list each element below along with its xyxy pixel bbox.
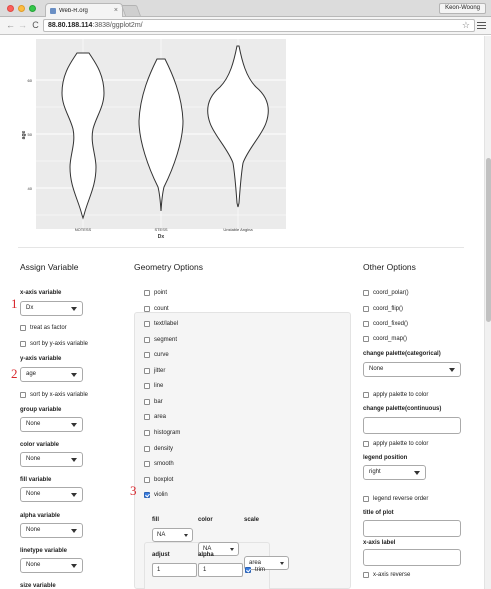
checkbox-label: legend reverse order (373, 496, 429, 502)
checkbox-label: point (154, 290, 168, 296)
x-axis-label-label: x-axis label (363, 540, 396, 546)
group-variable-label: group variable (20, 407, 62, 413)
bookmark-star-icon[interactable]: ☆ (461, 20, 470, 30)
checkbox-icon[interactable] (144, 399, 150, 405)
palette-categorical-label: change palette(categorical) (363, 351, 441, 357)
x-tick-label: STESS (154, 227, 168, 232)
checkbox-icon[interactable] (144, 321, 150, 327)
close-window-button[interactable] (7, 5, 14, 12)
linetype-variable-label: linetype variable (20, 548, 68, 554)
checkbox-label: trim (255, 567, 265, 573)
checkbox-icon[interactable] (144, 446, 150, 452)
color-variable-label: color variable (20, 442, 60, 448)
violin-color-select[interactable]: NA (198, 542, 239, 556)
checkbox-icon[interactable] (144, 492, 150, 498)
address-toolbar (0, 17, 491, 35)
geometry-option-line[interactable] (144, 381, 163, 391)
y-tick-label: 50 (27, 132, 32, 137)
geometry-option-area[interactable] (144, 412, 166, 422)
checkbox-label: smooth (154, 461, 174, 468)
geometry-option-bar[interactable] (144, 397, 163, 407)
palette-categorical-select[interactable]: None (363, 362, 461, 377)
violin-adjust-label: adjust (152, 552, 170, 558)
violin-color-label: color (198, 517, 213, 523)
browser-tab[interactable] (45, 3, 123, 17)
geometry-option-segment[interactable] (144, 335, 177, 345)
plot-title-label: title of plot (363, 510, 394, 516)
violin-alpha-input[interactable]: 1 (198, 563, 243, 577)
checkbox-label: coord_map() (373, 336, 408, 342)
coord-flip-checkbox[interactable] (363, 304, 403, 314)
geometry-option-boxplot[interactable] (144, 475, 173, 485)
checkbox-icon[interactable] (144, 430, 150, 436)
geometry-option-text-label[interactable] (144, 319, 178, 329)
violin-scale-label: scale (244, 517, 260, 523)
scrollbar-thumb[interactable] (486, 158, 491, 322)
violin-fill-label: fill (152, 517, 159, 523)
checkbox-icon[interactable] (144, 477, 150, 483)
geometry-option-curve[interactable] (144, 350, 169, 360)
reload-icon[interactable]: C (32, 20, 39, 30)
geometry-option-violin[interactable] (144, 490, 168, 500)
checkbox-label: count (154, 305, 169, 312)
zoom-window-button[interactable] (29, 5, 36, 12)
violin-fill-select[interactable]: NA (152, 528, 193, 542)
checkbox-icon[interactable] (363, 321, 369, 327)
geometry-option-point[interactable] (144, 288, 167, 298)
checkbox-label: coord_fixed() (373, 321, 409, 327)
alpha-variable-select[interactable]: None (20, 523, 83, 538)
checkbox-label: coord_polar() (373, 290, 409, 296)
plot-axes (18, 39, 318, 241)
fill-variable-select[interactable]: None (20, 487, 83, 502)
checkbox-icon[interactable] (20, 325, 26, 331)
checkbox-label: density (154, 445, 174, 452)
checkbox-label: violin (154, 492, 168, 499)
geometry-option-density[interactable] (144, 444, 173, 454)
profile-button[interactable]: Keon-Woong (439, 3, 486, 14)
checkbox-icon[interactable] (144, 383, 150, 389)
size-variable-label: size variable (20, 583, 56, 589)
violin-adjust-input[interactable]: 1 (152, 563, 197, 577)
checkbox-label: jitter (154, 367, 166, 374)
annotation-marker-1: 1 (11, 296, 18, 311)
x-axis-reverse-checkbox[interactable] (363, 570, 410, 580)
palette-continuous-input[interactable] (363, 417, 461, 434)
section-divider (18, 247, 464, 248)
url-host: 88.80.188.114 (48, 22, 93, 29)
geometry-option-histogram[interactable] (144, 428, 180, 438)
geometry-option-jitter[interactable] (144, 366, 165, 376)
apply-palette-color-checkbox[interactable] (363, 390, 428, 400)
violin-scale-select[interactable]: area (244, 556, 289, 570)
checkbox-label: sort by x-axis variable (30, 392, 89, 398)
checkbox-icon[interactable] (363, 306, 369, 312)
alpha-variable-label: alpha variable (20, 513, 61, 519)
checkbox-icon[interactable] (144, 290, 150, 296)
tab-close-icon[interactable]: × (113, 7, 118, 14)
geometry-option-count[interactable] (144, 304, 169, 314)
checkbox-icon[interactable] (144, 337, 150, 343)
url-field[interactable] (43, 19, 475, 32)
window-controls (7, 5, 36, 12)
checkbox-label: sort by y-axis variable (30, 341, 89, 347)
apply-palette-color-checkbox-2[interactable] (363, 439, 428, 449)
favicon-icon (50, 8, 56, 14)
checkbox-label: apply palette to color (373, 392, 429, 398)
checkbox-icon[interactable] (144, 368, 150, 374)
checkbox-label: area (154, 414, 167, 421)
page-viewport (0, 36, 491, 589)
page-scrollbar[interactable] (484, 36, 491, 589)
x-axis-variable-select[interactable]: Dx (20, 301, 83, 316)
annotation-marker-3: 3 (130, 483, 137, 498)
coord-polar-checkbox[interactable] (363, 288, 409, 298)
back-arrow-icon[interactable]: ← (6, 20, 15, 30)
legend-reverse-checkbox[interactable] (363, 494, 428, 504)
x-tick-label: Unstable Angina (223, 227, 253, 232)
checkbox-label: curve (154, 352, 169, 359)
geometry-option-smooth[interactable] (144, 459, 174, 469)
checkbox-icon[interactable] (144, 306, 150, 312)
checkbox-label: segment (154, 336, 178, 343)
sort-by-y-checkbox[interactable] (20, 339, 88, 349)
x-tick-label: NOTESS (74, 227, 92, 232)
checkbox-label: apply palette to color (373, 441, 429, 447)
y-axis-variable-select[interactable]: age (20, 367, 83, 382)
browser-menu-icon[interactable] (477, 21, 486, 30)
linetype-variable-select[interactable]: None (20, 558, 83, 573)
checkbox-icon[interactable] (20, 392, 26, 398)
tab-title: Web-R.org (59, 7, 88, 14)
legend-position-select[interactable]: right (363, 465, 426, 480)
checkbox-icon[interactable] (363, 572, 369, 578)
palette-continuous-label: change palette(continuous) (363, 406, 442, 412)
checkbox-icon[interactable] (144, 461, 150, 467)
url-path: :3838/ggplot2m/ (92, 22, 143, 29)
forward-arrow-icon[interactable]: → (18, 20, 27, 30)
x-axis-title: Dx (157, 234, 165, 240)
checkbox-label: x-axis reverse (373, 572, 411, 578)
y-tick-label: 60 (27, 78, 32, 83)
checkbox-icon[interactable] (144, 414, 150, 420)
color-variable-select[interactable]: None (20, 452, 83, 467)
checkbox-icon[interactable] (20, 341, 26, 347)
treat-as-factor-checkbox[interactable] (20, 323, 67, 333)
x-axis-variable-label: x-axis variable (20, 290, 62, 296)
sort-by-x-checkbox[interactable] (20, 390, 88, 400)
assign-variable-title: Assign Variable (20, 262, 79, 272)
checkbox-icon[interactable] (363, 336, 369, 342)
other-options-title: Other Options (363, 262, 416, 272)
violin-alpha-label: alpha (198, 552, 214, 558)
checkbox-label: treat as factor (30, 325, 67, 331)
checkbox-label: histogram (154, 429, 181, 436)
coord-fixed-checkbox[interactable] (363, 319, 408, 329)
coord-map-checkbox[interactable] (363, 334, 407, 344)
checkbox-icon[interactable] (144, 352, 150, 358)
checkbox-label: boxplot (154, 476, 174, 483)
x-axis-label-input[interactable] (363, 549, 461, 566)
legend-position-label: legend position (363, 455, 408, 461)
checkbox-label: text/label (154, 321, 179, 328)
checkbox-icon[interactable] (363, 290, 369, 296)
checkbox-label: line (154, 383, 164, 390)
fill-variable-label: fill variable (20, 477, 52, 483)
plot-title-input[interactable] (363, 520, 461, 537)
checkbox-label: bar (154, 398, 163, 405)
checkbox-icon[interactable] (245, 567, 251, 573)
y-axis-title: age (21, 130, 27, 140)
y-axis-variable-label: y-axis variable (20, 356, 62, 362)
violin-trim-checkbox[interactable] (245, 565, 265, 575)
checkbox-icon[interactable] (363, 441, 369, 447)
new-tab-button[interactable] (121, 5, 141, 16)
checkbox-icon[interactable] (363, 496, 369, 502)
group-variable-select[interactable]: None (20, 417, 83, 432)
geometry-options-title: Geometry Options (134, 262, 203, 272)
browser-tabbar (0, 0, 491, 17)
minimize-window-button[interactable] (18, 5, 25, 12)
checkbox-label: coord_flip() (373, 306, 404, 312)
y-tick-label: 40 (27, 186, 32, 191)
checkbox-icon[interactable] (363, 392, 369, 398)
annotation-marker-2: 2 (11, 366, 18, 381)
